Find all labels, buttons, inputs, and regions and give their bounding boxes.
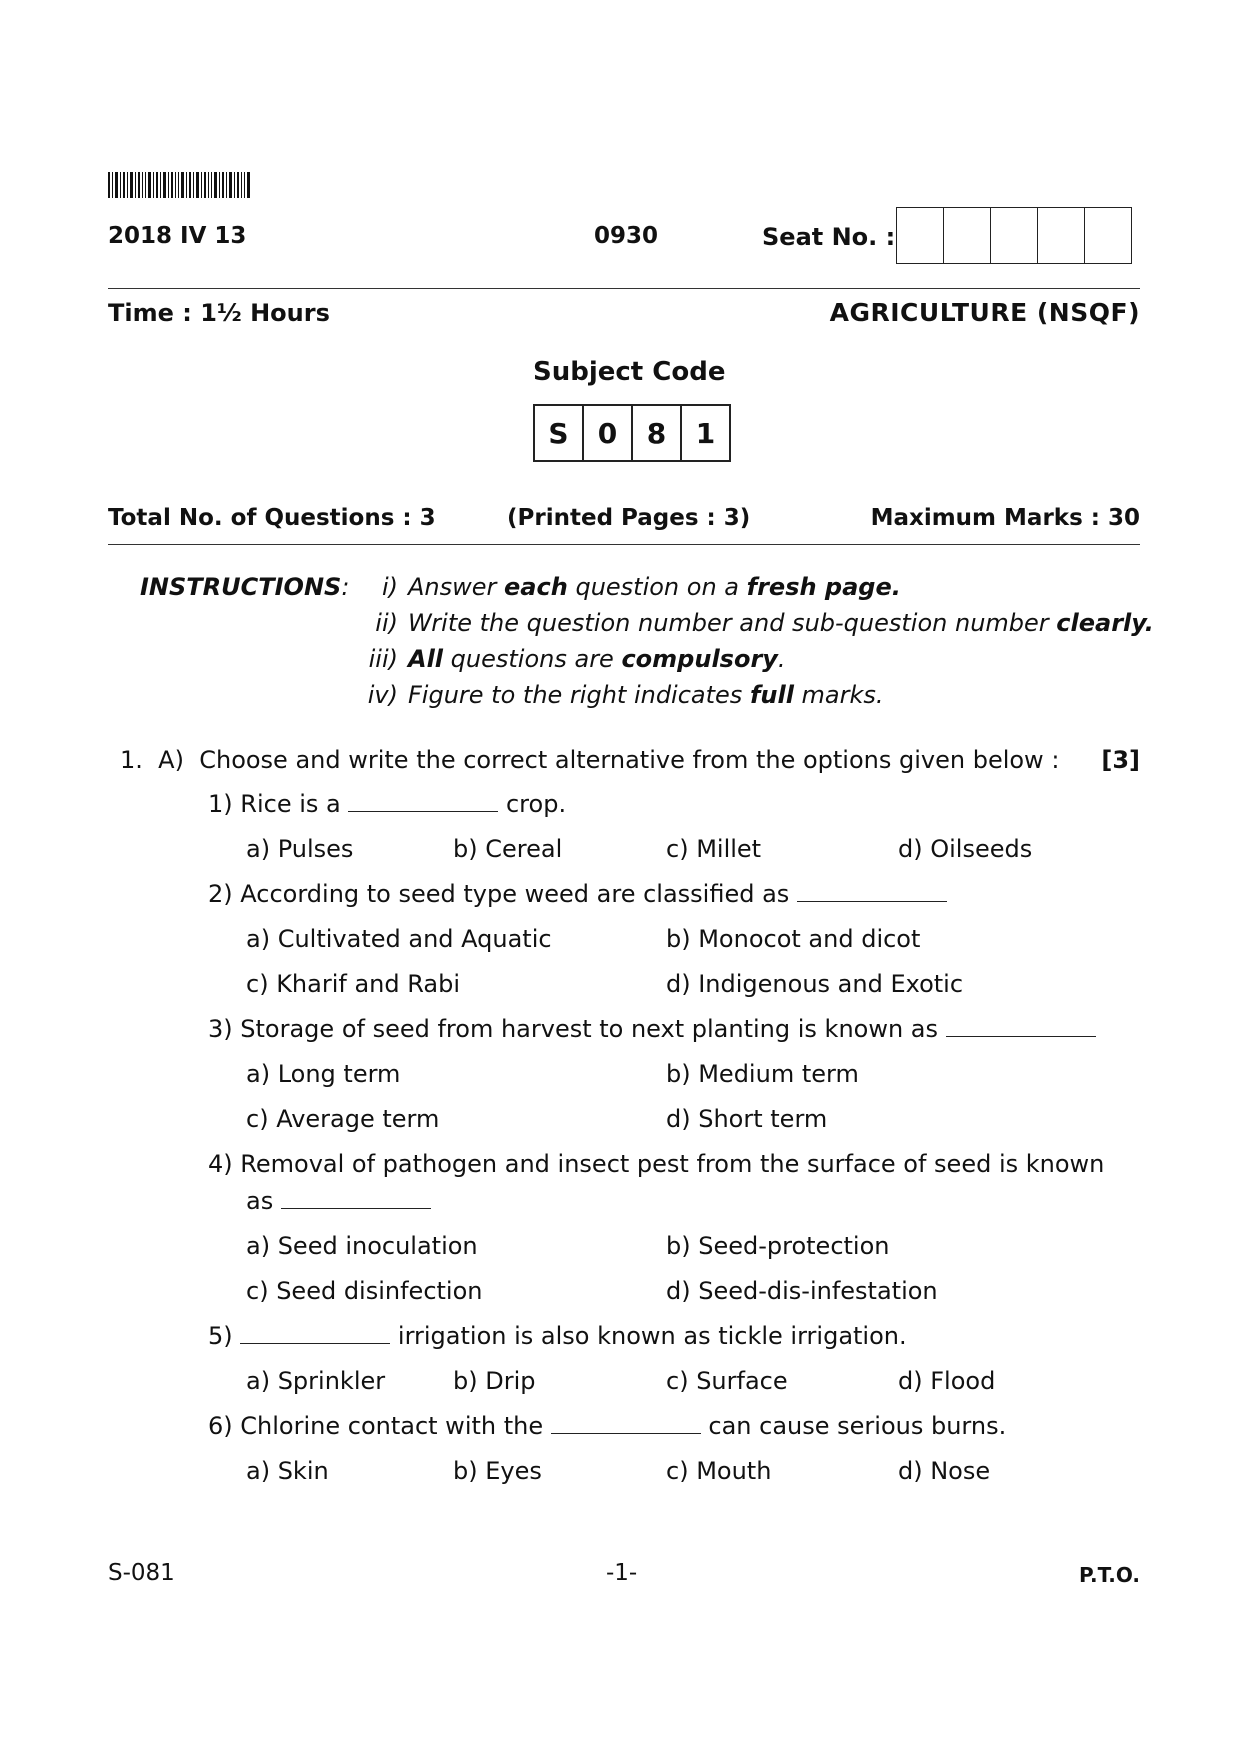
instruction-emphasis: All xyxy=(408,645,444,673)
instruction-emphasis: full xyxy=(749,681,794,709)
option: c) Mouth xyxy=(666,1457,772,1485)
sub-question-continued: as xyxy=(246,1187,431,1215)
header-divider xyxy=(108,288,1140,289)
subject-code-char: 1 xyxy=(680,406,729,460)
instruction-emphasis: fresh page. xyxy=(746,573,901,601)
sub-question: 3) Storage of seed from harvest to next planting is known as xyxy=(208,1015,1096,1043)
seat-number-label: Seat No. : xyxy=(762,223,896,251)
instruction-fragment: marks. xyxy=(793,681,884,709)
option: a) Pulses xyxy=(246,835,354,863)
option: a) Long term xyxy=(246,1060,401,1088)
maximum-marks: Maximum Marks : 30 xyxy=(870,505,1140,531)
subject-code-char: 0 xyxy=(582,406,631,460)
option: c) Kharif and Rabi xyxy=(246,970,460,998)
seat-digit-box[interactable] xyxy=(943,208,990,263)
pto-label: P.T.O. xyxy=(1079,1563,1140,1587)
instruction-item: iv) Figure to the right indicates full marks. xyxy=(367,681,884,709)
seat-digit-box[interactable] xyxy=(897,208,943,263)
option: b) Seed-protection xyxy=(666,1232,890,1260)
seat-digit-box[interactable] xyxy=(1037,208,1084,263)
exam-code: 2018 IV 13 xyxy=(108,223,247,249)
option: b) Eyes xyxy=(453,1457,542,1485)
instruction-item: i) Answer each question on a fresh page. xyxy=(381,573,901,601)
instructions-list xyxy=(350,573,1154,709)
option: d) Nose xyxy=(898,1457,991,1485)
sub-question: 6) Chlorine contact with the can cause serious burns. xyxy=(208,1412,1007,1440)
seat-digit-box[interactable] xyxy=(1084,208,1131,263)
instruction-fragment: . xyxy=(777,645,786,673)
option: a) Seed inoculation xyxy=(246,1232,478,1260)
option: d) Seed-dis-infestation xyxy=(666,1277,938,1305)
question-marks: [3] xyxy=(1101,746,1140,774)
instruction-item: iii) All questions are compulsory. xyxy=(368,645,786,673)
instruction-fragment: questions are xyxy=(443,645,622,673)
question-heading: 1. A) Choose and write the correct alternative from the options given below : xyxy=(120,746,1060,774)
answer-blank xyxy=(946,1016,1096,1037)
instruction-emphasis: clearly. xyxy=(1056,609,1154,637)
option: a) Skin xyxy=(246,1457,329,1485)
instruction-fragment: Answer xyxy=(408,573,505,601)
instruction-emphasis: compulsory xyxy=(621,645,778,673)
sub-question: 1) Rice is a crop. xyxy=(208,790,567,818)
instruction-fragment: question on a xyxy=(567,573,747,601)
sub-question: 5) irrigation is also known as tickle irrigation. xyxy=(208,1322,907,1350)
option: b) Drip xyxy=(453,1367,536,1395)
option: c) Surface xyxy=(666,1367,788,1395)
instruction-emphasis: each xyxy=(504,573,568,601)
footer-paper-code: S-081 xyxy=(108,1560,175,1586)
barcode-image xyxy=(108,172,250,198)
instruction-text xyxy=(408,609,1154,637)
sub-question: 2) According to seed type weed are classified as xyxy=(208,880,947,908)
total-questions: Total No. of Questions : 3 xyxy=(108,505,436,531)
sub-question: 4) Removal of pathogen and insect pest from the surface of seed is known xyxy=(208,1150,1105,1178)
option: c) Seed disinfection xyxy=(246,1277,483,1305)
paper-code: 0930 xyxy=(594,223,659,249)
option: b) Monocot and dicot xyxy=(666,925,921,953)
option: d) Indigenous and Exotic xyxy=(666,970,964,998)
question-prompt: Choose and write the correct alternative from the options given below : xyxy=(199,746,1060,774)
subject-code-char: 8 xyxy=(631,406,680,460)
instructions-label: INSTRUCTIONS: xyxy=(140,573,350,601)
answer-blank xyxy=(551,1413,701,1434)
answer-blank xyxy=(240,1323,390,1344)
instruction-fragment: Write the question number and sub-question number xyxy=(408,609,1057,637)
instruction-text xyxy=(408,681,884,709)
subject-code-label: Subject Code xyxy=(533,357,726,387)
instruction-fragment: Figure to the right indicates xyxy=(408,681,750,709)
option: c) Millet xyxy=(666,835,762,863)
subject-code-boxes xyxy=(533,404,731,462)
instruction-text xyxy=(408,645,786,673)
option: a) Cultivated and Aquatic xyxy=(246,925,552,953)
option: d) Flood xyxy=(898,1367,996,1395)
option: d) Oilseeds xyxy=(898,835,1033,863)
instruction-text xyxy=(408,573,901,601)
subject-code-char: S xyxy=(548,416,569,450)
option: b) Medium term xyxy=(666,1060,859,1088)
info-divider xyxy=(108,544,1140,545)
answer-blank xyxy=(348,791,498,812)
instruction-item: ii) Write the question number and sub-question number clearly. xyxy=(375,609,1154,637)
page-number: -1- xyxy=(606,1560,638,1586)
option: a) Sprinkler xyxy=(246,1367,386,1395)
option: b) Cereal xyxy=(453,835,563,863)
seat-number-boxes[interactable] xyxy=(896,207,1132,264)
option: c) Average term xyxy=(246,1105,440,1133)
printed-pages: (Printed Pages : 3) xyxy=(507,505,751,531)
answer-blank xyxy=(797,881,947,902)
seat-digit-box[interactable] xyxy=(990,208,1037,263)
subject-title: AGRICULTURE (NSQF) xyxy=(829,298,1140,327)
option: d) Short term xyxy=(666,1105,828,1133)
exam-time: Time : 1½ Hours xyxy=(108,299,330,327)
answer-blank xyxy=(281,1188,431,1209)
